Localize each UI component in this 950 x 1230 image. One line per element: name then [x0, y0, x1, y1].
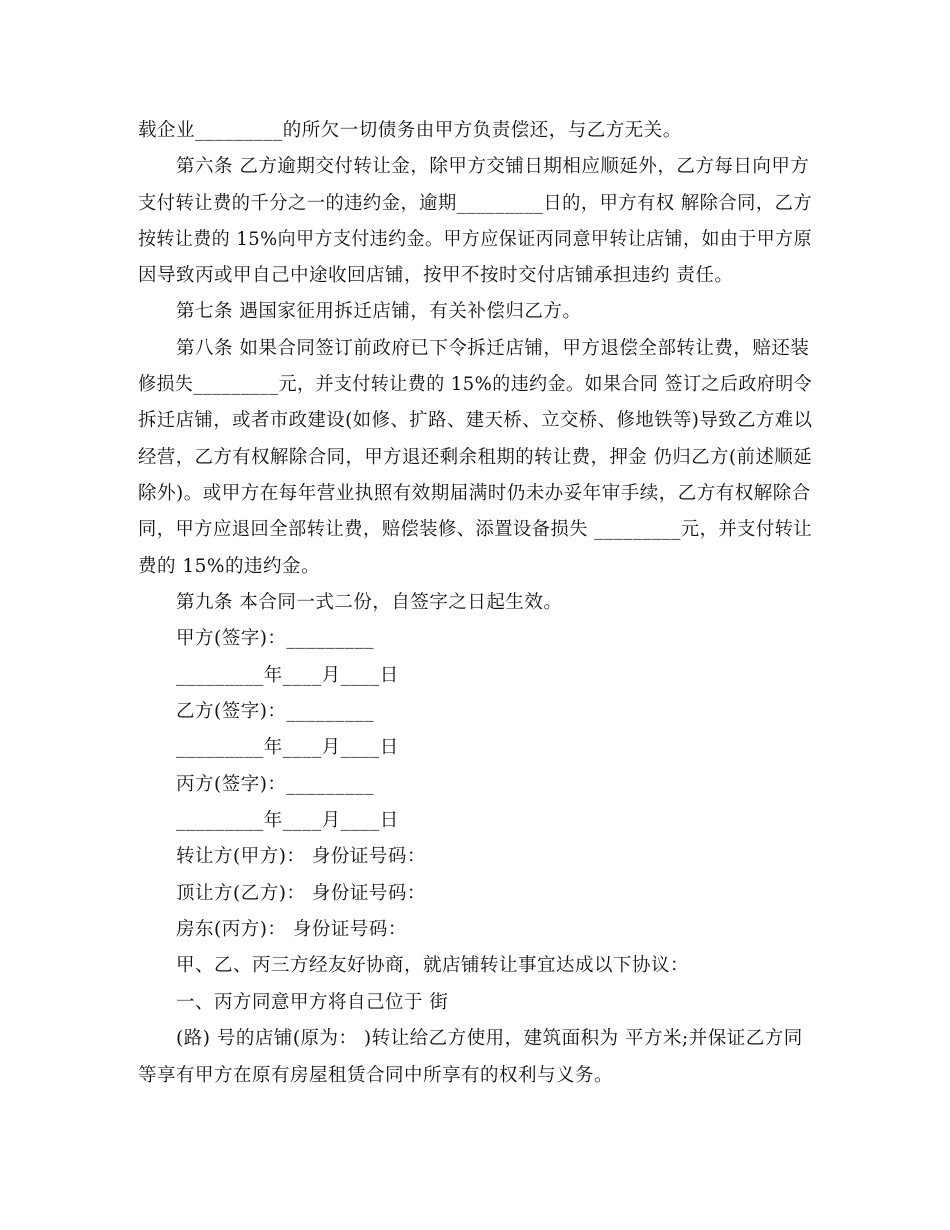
text-line: 修损失_________元，并支付转让费的 15%的违约金。如果合同 签订之后政府明令 [138, 374, 813, 395]
text-line: 第九条 本合同一式二份，自签字之日起生效。 [176, 592, 563, 613]
text-line: 一、丙方同意甲方将自己位于 街 [176, 992, 449, 1013]
text-line: 除外)。或甲方在每年营业执照有效期届满时仍未办妥年审手续，乙方有权解除合 [138, 483, 811, 504]
party-line: 房东(丙方)： 身份证号码： [176, 919, 407, 940]
text-line: 第八条 如果合同签订前政府已下令拆迁店铺，甲方退偿全部转让费，赔还装 [176, 338, 810, 359]
date-line: _________年____月____日 [176, 810, 399, 831]
text-line: 支付转让费的千分之一的违约金，逾期_________日的，甲方有权 解除合同，乙方 [138, 193, 813, 214]
text-line: 拆迁店铺，或者市政建设(如修、扩路、建天桥、立交桥、修地铁等)导致乙方难以 [138, 410, 813, 431]
text-line: 等享有甲方在原有房屋租赁合同中所享有的权利与义务。 [138, 1065, 614, 1086]
signature-line: 乙方(签字)：_________ [176, 701, 375, 722]
signature-line: 甲方(签字)：_________ [176, 628, 375, 649]
date-line: _________年____月____日 [176, 665, 399, 686]
text-line: 经营，乙方有权解除合同，甲方退还剩余租期的转让费，押金 仍归乙方(前述顺延 [138, 447, 813, 468]
text-line: 费的 15%的违约金。 [138, 556, 321, 577]
text-line: (路) 号的店铺(原为： )转让给乙方使用，建筑面积为 平方米;并保证乙方同 [176, 1028, 803, 1049]
text-line: 同，甲方应退回全部转让费，赔偿装修、添置设备损失 _________元，并支付转让 [138, 519, 813, 540]
signature-line: 丙方(签字)：_________ [176, 774, 375, 795]
date-line: _________年____月____日 [176, 737, 399, 758]
text-line: 甲、乙、丙三方经友好协商，就店铺转让事宜达成以下协议： [176, 955, 690, 976]
party-line: 顶让方(乙方)： 身份证号码： [176, 883, 426, 904]
text-line: 第六条 乙方逾期交付转让金，除甲方交铺日期相应顺延外，乙方每日向甲方 [176, 156, 810, 177]
text-line: 因导致丙或甲自己中途收回店铺，按甲不按时交付店铺承担违约 责任。 [138, 265, 734, 286]
party-line: 转让方(甲方)： 身份证号码： [176, 846, 426, 867]
text-line: 载企业_________的所欠一切债务由甲方负责偿还，与乙方无关。 [138, 120, 682, 141]
text-line: 第七条 遇国家征用拆迁店铺，有关补偿归乙方。 [176, 301, 582, 322]
text-line: 按转让费的 15%向甲方支付违约金。甲方应保证丙同意甲转让店铺，如由于甲方原 [138, 229, 813, 250]
